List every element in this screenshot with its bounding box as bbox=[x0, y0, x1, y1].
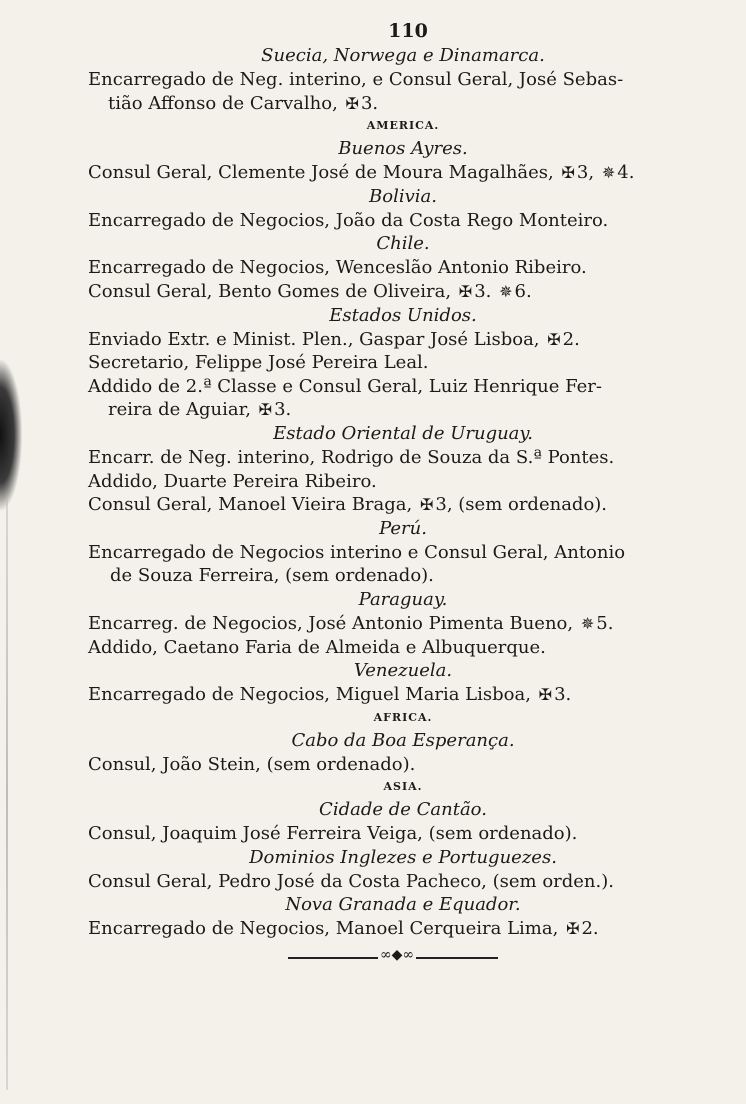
line-text: Cabo da Boa Esperança. bbox=[291, 729, 515, 751]
entry-line bbox=[80, 822, 706, 846]
entry-line bbox=[80, 446, 706, 470]
country-heading bbox=[80, 588, 706, 612]
country-heading bbox=[80, 517, 706, 541]
entry-line bbox=[80, 470, 706, 494]
order-cross-icon: ✠ bbox=[258, 400, 273, 420]
entry-line bbox=[80, 636, 706, 660]
entry-line bbox=[80, 375, 706, 399]
line-text: Consul, João Stein, (sem ordenado). bbox=[88, 753, 416, 775]
line-text: Suecia, Norwega e Dinamarca. bbox=[261, 45, 545, 66]
line-text: Addido de 2.ª Classe e Consul Geral, Luiz Henrique Fer- bbox=[88, 375, 602, 397]
country-heading bbox=[80, 729, 706, 753]
line-text: Consul Geral, Clemente José de Moura Magalhães, bbox=[88, 162, 554, 184]
line-text: Consul Geral, Manoel Vieira Braga, bbox=[88, 494, 413, 516]
entry-continuation bbox=[80, 398, 706, 422]
country-heading bbox=[80, 422, 706, 446]
page-content bbox=[80, 18, 706, 963]
order-grade: 4. bbox=[617, 162, 635, 184]
line-text: Buenos Ayres. bbox=[338, 138, 468, 160]
line-text: Secretario, Felippe José Pereira Leal. bbox=[88, 352, 429, 374]
entry-line bbox=[80, 209, 706, 233]
line-text: Addido, Caetano Faria de Almeida e Albuquerque. bbox=[88, 636, 546, 658]
order-grade: 3, bbox=[576, 162, 595, 184]
order-grade: 3, (sem ordenado). bbox=[435, 494, 608, 516]
country-heading bbox=[80, 304, 706, 328]
entry-line bbox=[80, 328, 706, 352]
order-cross-icon: ✠ bbox=[547, 329, 561, 349]
line-text: tião Affonso de Carvalho, bbox=[108, 92, 338, 114]
country-heading bbox=[80, 846, 706, 870]
order-star-icon: ✵ bbox=[580, 613, 595, 633]
entry-line bbox=[80, 280, 706, 304]
line-text: Venezuela. bbox=[353, 660, 453, 682]
line-text: Estado Oriental de Uruguay. bbox=[273, 422, 533, 444]
order-grade: 6. bbox=[514, 280, 532, 302]
line-text: Addido, Duarte Pereira Ribeiro. bbox=[88, 470, 377, 492]
line-text: de Souza Ferreira, (sem ordenado). bbox=[110, 565, 434, 587]
line-text: Dominios Inglezes e Portuguezes. bbox=[249, 846, 557, 868]
entry-line bbox=[80, 256, 706, 280]
entry-line bbox=[80, 541, 706, 565]
order-cross-icon: ✠ bbox=[561, 163, 575, 183]
order-cross-icon: ✠ bbox=[458, 281, 473, 301]
country-heading bbox=[80, 44, 706, 68]
entry-line bbox=[80, 493, 706, 517]
text-blocks bbox=[80, 44, 706, 941]
line-text: Estados Unidos. bbox=[329, 304, 477, 326]
order-grade: 3. bbox=[554, 684, 572, 706]
line-text: Paraguay. bbox=[358, 588, 448, 610]
line-text: AFRICA. bbox=[373, 710, 433, 724]
entry-line bbox=[80, 612, 706, 636]
rule-ornament: ∞◆∞ bbox=[380, 947, 415, 964]
region-heading bbox=[80, 776, 706, 798]
entry-line bbox=[80, 68, 706, 92]
order-cross-icon: ✠ bbox=[538, 685, 553, 705]
order-cross-icon: ✠ bbox=[419, 495, 434, 515]
country-heading bbox=[80, 659, 706, 683]
region-heading bbox=[80, 707, 706, 729]
country-heading bbox=[80, 232, 706, 256]
entry-line bbox=[80, 351, 706, 375]
order-grade: 3. bbox=[274, 399, 292, 421]
entry-continuation bbox=[80, 564, 706, 588]
entry-line bbox=[80, 161, 706, 185]
line-text: Cidade de Cantão. bbox=[319, 799, 487, 821]
country-heading bbox=[80, 798, 706, 822]
order-grade: 2. bbox=[581, 918, 599, 940]
line-text: Encarregado de Negocios, Miguel Maria Lisboa, bbox=[88, 684, 531, 706]
country-heading bbox=[80, 137, 706, 161]
line-text: Encarr. de Neg. interino, Rodrigo de Souza da S.ª Pontes. bbox=[88, 446, 615, 468]
line-text: Bolivia. bbox=[369, 185, 437, 207]
region-heading bbox=[80, 115, 706, 137]
end-rule bbox=[288, 947, 498, 964]
order-cross-icon: ✠ bbox=[566, 919, 580, 939]
line-text: reira de Aguiar, bbox=[108, 399, 251, 421]
order-star-icon: ✵ bbox=[601, 163, 616, 183]
line-text: Chile. bbox=[376, 233, 430, 255]
page-edge bbox=[6, 500, 8, 1090]
line-text: Consul Geral, Pedro José da Costa Pacheco, (sem orden.). bbox=[88, 870, 614, 892]
line-text: Consul Geral, Bento Gomes de Oliveira, bbox=[88, 280, 452, 302]
order-cross-icon: ✠ bbox=[345, 93, 359, 113]
line-text: Encarregado de Negocios, Wenceslão Antonio Ribeiro. bbox=[88, 257, 587, 279]
line-text: Encarregado de Negocios, João da Costa Rego Monteiro. bbox=[88, 209, 609, 231]
order-grade: 3. bbox=[474, 280, 492, 302]
order-grade: 3. bbox=[360, 92, 379, 114]
binding-shadow bbox=[0, 360, 22, 510]
line-text: AMERICA. bbox=[366, 119, 440, 133]
line-text: Encarregado de Negocios, Manoel Cerqueira Lima, bbox=[88, 918, 559, 940]
line-text: Consul, Joaquim José Ferreira Veiga, (sem ordenado). bbox=[88, 823, 578, 845]
line-text: Encarregado de Negocios interino e Consul Geral, Antonio bbox=[88, 541, 626, 563]
line-text: Encarregado de Neg. interino, e Consul Geral, José Sebas- bbox=[88, 69, 624, 90]
line-text: Perú. bbox=[379, 517, 427, 539]
page-number: 110 bbox=[388, 20, 428, 42]
entry-line bbox=[80, 870, 706, 894]
order-grade: 2. bbox=[562, 328, 580, 350]
order-grade: 5. bbox=[596, 612, 614, 634]
entry-line bbox=[80, 917, 706, 941]
line-text: Encarreg. de Negocios, José Antonio Pimenta Bueno, bbox=[88, 612, 574, 634]
line-text: Enviado Extr. e Minist. Plen., Gaspar José Lisboa, bbox=[88, 328, 540, 350]
entry-line bbox=[80, 683, 706, 707]
entry-line bbox=[80, 753, 706, 777]
country-heading bbox=[80, 893, 706, 917]
line-text: ASIA. bbox=[383, 780, 423, 794]
entry-continuation bbox=[80, 92, 706, 116]
line-text: Nova Granada e Equador. bbox=[285, 894, 521, 916]
order-star-icon: ✵ bbox=[499, 281, 513, 301]
country-heading bbox=[80, 185, 706, 209]
